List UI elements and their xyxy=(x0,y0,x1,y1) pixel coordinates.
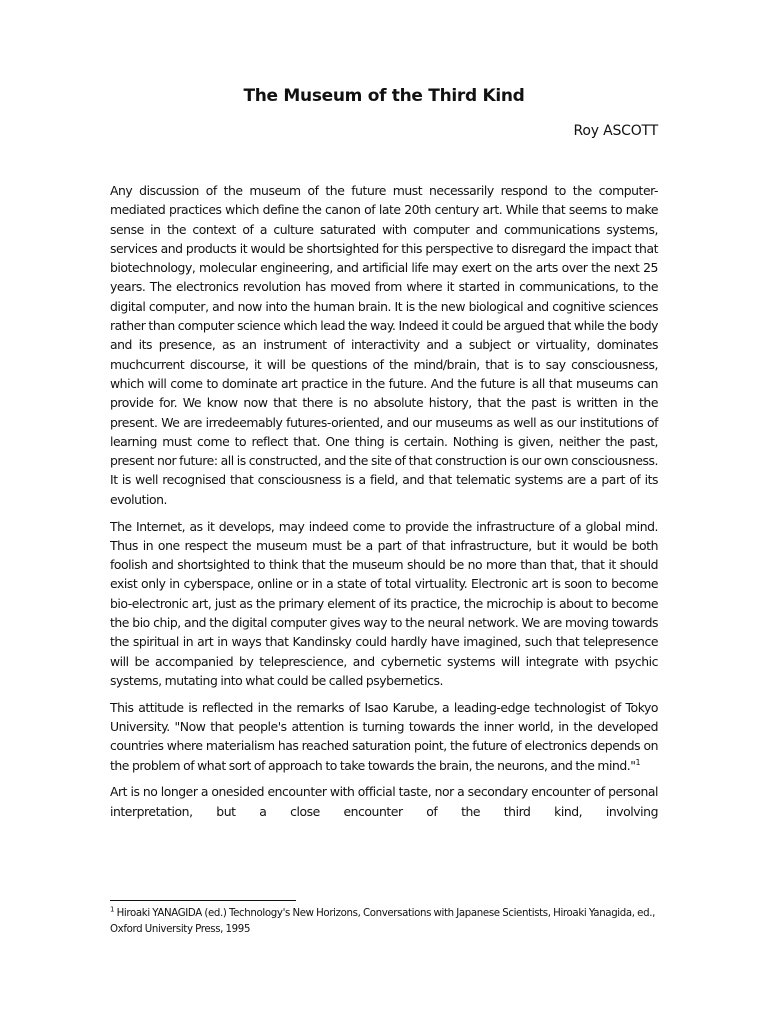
body-paragraph-4-text: Art is no longer a onesided encounter with official taste, nor a secondary encounter of personal interpretation, but a close encounter of the third kind, involving xyxy=(110,784,658,819)
body-paragraph-3-text: This attitude is reflected in the remarks of Isao Karube, a leading-edge technologist of Tokyo University. "Now that people's attention is turning towards the inner world, in the developed countries where materialism has reached saturation point, the future of electronics depends on the problem of what sort of approach to take towards the brain, the neurons, and the mind." xyxy=(110,699,658,773)
footnote-text: Hiroaki YANAGIDA (ed.) Technology's New Horizons, Conversations with Japanese Scientists, Hiroaki Yanagida, ed., Oxford University Press, 1995 xyxy=(110,908,655,935)
body-paragraph-2: The Internet, as it develops, may indeed come to provide the infrastructure of a global mind. Thus in one respect the museum must be a part of that infrastructure, but it would be both foolish and shortsighted to think that the museum should be no more than that, that it should exist only in cyberspace, online or in a state of total virtuality. Electronic art is soon to become bio-electronic art, just as the primary element of its practice, the microchip is about to become the bio chip, and the digital computer gives way to the neural network. We are moving towards the spiritual in art in ways that Kandinsky could hardly have imagined, such that telepresence will be accompanied by teleprescience, and cybernetic systems will integrate with psychic systems, mutating into what could be called psybernetics. xyxy=(110,518,658,688)
footnote-reference: 1 xyxy=(635,757,641,767)
body-paragraph-3 xyxy=(110,698,658,775)
body-paragraph-4 xyxy=(110,782,658,821)
footnote-marker: 1 xyxy=(110,905,115,914)
document-title: The Museum of the Third Kind xyxy=(243,86,525,106)
document-author: Roy ASCOTT xyxy=(573,123,658,139)
footnote-divider xyxy=(110,900,296,901)
document-body xyxy=(110,181,658,821)
body-paragraph-1: Any discussion of the museum of the future must necessarily respond to the computer-mediated practices which define the canon of late 20th century art. While that seems to make sense in the context of a culture saturated with computer and communications systems, services and products it would be shortsighted for this perspective to disregard the impact that biotechnology, molecular engineering, and artificial life may exert on the arts over the next 25 years. The electronics revolution has moved from where it started in communications, to the digital computer, and now into the human brain. It is the new biological and cognitive sciences rather than computer science which lead the way. Indeed it could be argued that while the body and its presence, as an instrument of interactivity and a subject or virtuality, dominates muchcurrent discourse, it will be questions of the mind/brain, that is to say consciousness, which will come to dominate art practice in the future. And the future is all that museums can provide for. We know now that there is no absolute history, that the past is written in the present. We are irredeemably futures-oriented, and our museums as well as our institutions of learning must come to reflect that. One thing is certain. Nothing is given, neither the past, present nor future: all is constructed, and the site of that construction is our own consciousness. It is well recognised that consciousness is a field, and that telematic systems are a part of its evolution. xyxy=(110,183,658,507)
footnote xyxy=(110,906,658,937)
